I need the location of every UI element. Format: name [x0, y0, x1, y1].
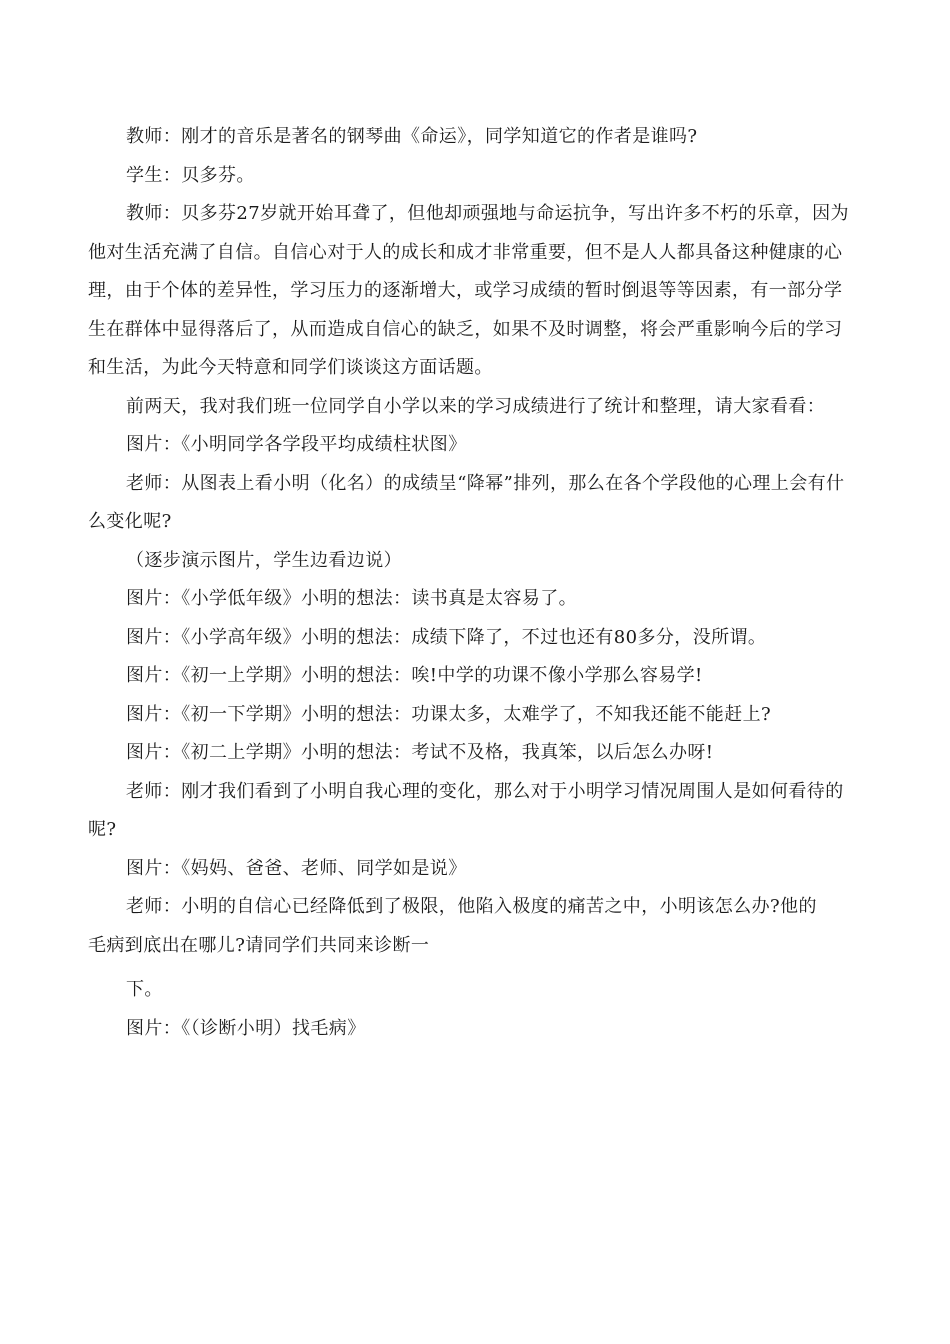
paragraph-stage-note: （逐步演示图片，学生边看边说）: [126, 549, 402, 571]
paragraph-picture-grade7-second: 图片：《初一下学期》小明的想法：功课太多，太难学了，不知我还能不能赶上?: [126, 703, 772, 725]
document-body: [88, 118, 860, 1048]
paragraph-continuation: 下。: [126, 979, 163, 1000]
paragraph-picture-family-says: 图片：《妈妈、爸爸、老师、同学如是说》: [126, 857, 467, 879]
paragraph-statistics-intro: 前两天，我对我们班一位同学自小学以来的学习成绩进行了统计和整理，请大家看看：: [126, 395, 826, 417]
paragraph-picture-grade7-first: 图片：《初一上学期》小明的想法：唉!中学的功课不像小学那么容易学!: [126, 665, 703, 686]
paragraph-student-answer: 学生：贝多芬。: [126, 164, 255, 186]
paragraph-picture-lower-primary: 图片：《小学低年级》小明的想法：读书真是太容易了。: [126, 588, 577, 609]
paragraph-picture-bar-chart: 图片：《小明同学各学段平均成绩柱状图》: [126, 434, 467, 455]
paragraph-teacher-others-view: 老师：刚才我们看到了小明自我心理的变化，那么对于小明学习情况周围人是如何看待的呢?: [88, 780, 844, 840]
paragraph-teacher-diagnose: 老师：小明的自信心已经降低到了极限，他陷入极度的痛苦之中，小明该怎么办?他的毛病到底出在哪儿?请同学们共同来诊断一: [88, 896, 817, 956]
paragraph-teacher-question: 教师：刚才的音乐是著名的钢琴曲《命运》，同学知道它的作者是谁吗?: [126, 126, 698, 147]
paragraph-picture-grade8-first: 图片：《初二上学期》小明的想法：考试不及格，我真笨，以后怎么办呀!: [126, 742, 714, 763]
paragraph-picture-diagnose: 图片：《（诊断小明）找毛病》: [126, 1017, 366, 1039]
paragraph-teacher-beethoven: 教师：贝多芬27岁就开始耳聋了，但他却顽强地与命运抗争，写出许多不朽的乐章，因为他对生活充满了自信。自信心对于人的成长和成才非常重要，但不是人人都具备这种健康的心理，由于个体的差异性，学习压力的逐渐增大，或学习成绩的暂时倒退等等因素，有一部分学生在群体中显得落后了，从而造成自信心的缺乏，如果不及时调整，将会严重影响今后的学习和生活，为此今天特意和同学们谈谈这方面话题。: [88, 203, 849, 378]
paragraph-picture-upper-primary: 图片：《小学高年级》小明的想法：成绩下降了，不过也还有80多分，没所谓。: [126, 626, 767, 648]
paragraph-teacher-chart-question: 老师：从图表上看小明（化名）的成绩呈“降幂”排列，那么在各个学段他的心理上会有什么变化呢?: [88, 472, 845, 532]
